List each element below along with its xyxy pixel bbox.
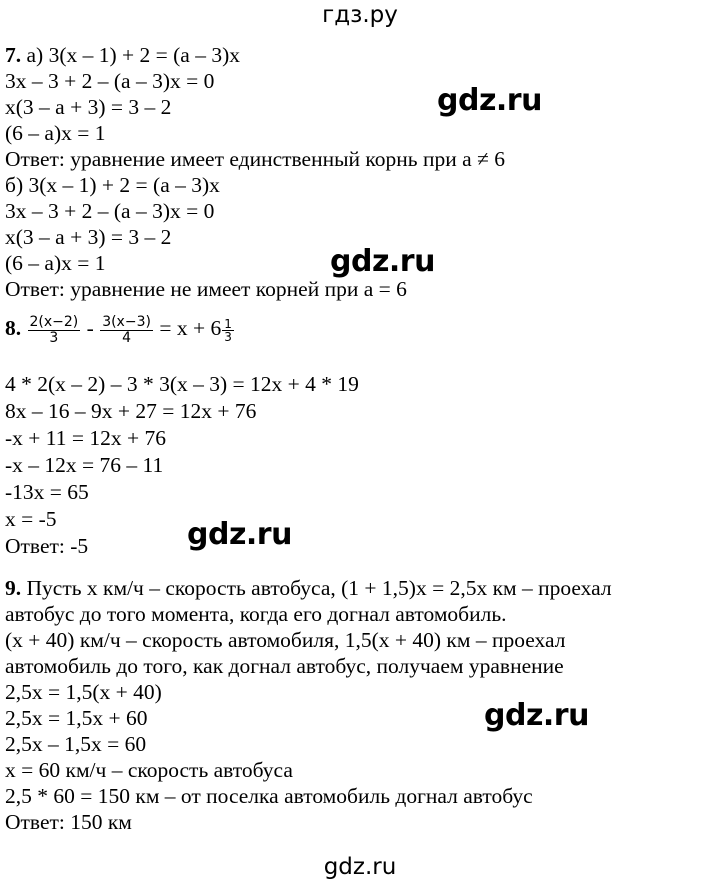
task9-line: 2,5x = 1,5x + 60 — [5, 706, 148, 730]
task7-number: 7. — [5, 43, 22, 67]
minus-sign: - — [86, 316, 94, 340]
task7-line-1 — [5, 42, 240, 68]
task8-number: 8. — [5, 316, 22, 340]
task7-a-line: 3x – 3 + 2 – (a – 3)x = 0 — [5, 69, 215, 93]
task7-b-answer: Ответ: уравнение не имеет корней при a = 6 — [5, 277, 407, 301]
task8-line: -x + 11 = 12x + 76 — [5, 426, 166, 450]
task9-line: 2,5x = 1,5(x + 40) — [5, 680, 162, 704]
task9-line: 2,5x – 1,5x = 60 — [5, 732, 147, 756]
task9-answer: Ответ: 150 км — [5, 810, 132, 834]
task7-b-line: (6 – a)x = 1 — [5, 251, 106, 275]
task8-line: -x – 12x = 76 – 11 — [5, 453, 164, 477]
site-footer: gdz.ru — [323, 854, 397, 880]
task8-equation — [5, 310, 235, 346]
fraction-1 — [28, 315, 81, 346]
watermark: gdz.ru — [437, 83, 542, 118]
task7-a-line: (6 – a)x = 1 — [5, 121, 106, 145]
fraction-2-denominator: 4 — [122, 329, 132, 346]
task7-a-line: а) 3(x – 1) + 2 = (a – 3)x — [26, 43, 241, 67]
task8-line: -13x = 65 — [5, 480, 89, 504]
watermark: gdz.ru — [187, 517, 292, 552]
mixed-fraction — [222, 318, 234, 343]
fraction-1-denominator: 3 — [49, 329, 59, 346]
fraction-1-numerator: 2(x−2) — [29, 313, 79, 330]
task8-answer: Ответ: -5 — [5, 534, 89, 558]
task9-first-line: Пусть x км/ч – скорость автобуса, (1 + 1,5)x = 2,5x км – проехал — [26, 576, 612, 600]
site-header: гдз.ру — [322, 2, 398, 28]
task9-line: 2,5 * 60 = 150 км – от поселка автомобиль догнал автобус — [5, 784, 533, 808]
watermark: gdz.ru — [330, 244, 435, 279]
task9-line-1 — [5, 575, 612, 601]
task8-line: 4 * 2(x – 2) – 3 * 3(x – 3) = 12x + 4 * 19 — [5, 372, 359, 396]
task9-line: автомобиль до того, как догнал автобус, получаем уравнение — [5, 654, 564, 678]
task7-b-line: б) 3(x – 1) + 2 = (a – 3)x — [5, 173, 220, 197]
task9-line: x = 60 км/ч – скорость автобуса — [5, 758, 293, 782]
task8-line: x = -5 — [5, 507, 57, 531]
mixed-fraction-numerator: 1 — [224, 316, 232, 331]
fraction-2-numerator: 3(x−3) — [102, 313, 151, 330]
task7-b-line: 3x – 3 + 2 – (a – 3)x = 0 — [5, 199, 215, 223]
equation-rhs: = x + 6 — [159, 316, 222, 340]
fraction-2 — [100, 315, 153, 346]
task9-line: автобус до того момента, когда его догнал автомобиль. — [5, 602, 507, 626]
mixed-fraction-denominator: 3 — [224, 329, 232, 344]
task9-number: 9. — [5, 576, 22, 600]
task7-a-answer: Ответ: уравнение имеет единственный корнь при a ≠ 6 — [5, 147, 505, 171]
task9-line: (x + 40) км/ч – скорость автомобиля, 1,5(x + 40) км – проехал — [5, 628, 566, 652]
task8-line: 8x – 16 – 9x + 27 = 12x + 76 — [5, 399, 257, 423]
task7-a-line: x(3 – a + 3) = 3 – 2 — [5, 95, 172, 119]
task7-b-line: x(3 – a + 3) = 3 – 2 — [5, 225, 172, 249]
watermark: gdz.ru — [484, 698, 589, 733]
